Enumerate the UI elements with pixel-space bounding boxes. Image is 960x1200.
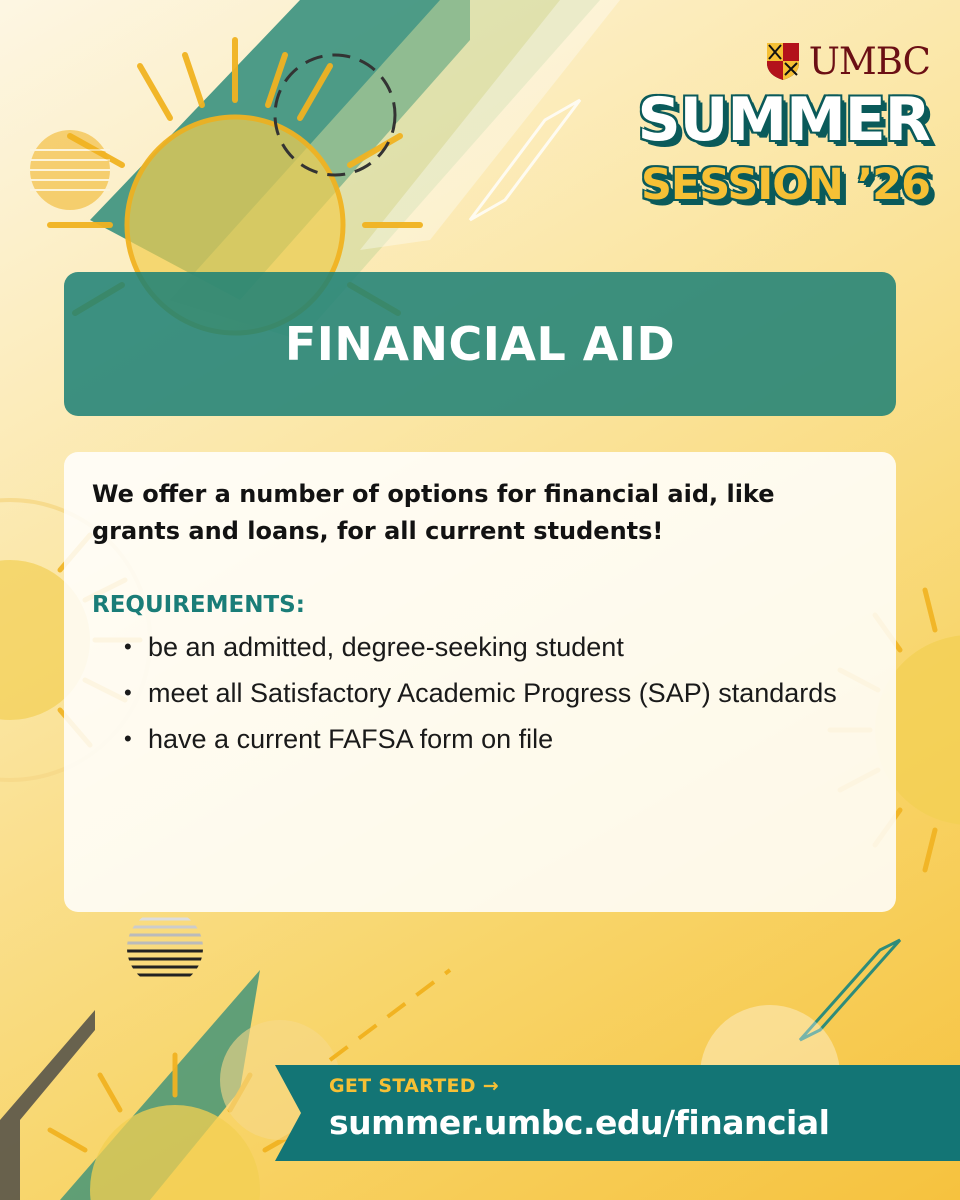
bullet-icon: • bbox=[124, 680, 132, 705]
diagonal-stripe bbox=[0, 1010, 95, 1200]
cta-ribbon[interactable] bbox=[275, 1065, 960, 1161]
page-title: FINANCIAL AID bbox=[284, 317, 676, 371]
requirement-text: have a current FAFSA form on file bbox=[148, 724, 554, 754]
list-item bbox=[124, 624, 868, 670]
umbc-logo bbox=[610, 40, 930, 82]
dashed-line bbox=[330, 970, 450, 1060]
session-title: SESSION ’26 bbox=[640, 160, 930, 210]
bullet-icon: • bbox=[124, 726, 132, 751]
cta-link[interactable]: summer.umbc.edu/financial bbox=[329, 1103, 830, 1142]
requirements-list bbox=[92, 624, 868, 762]
heading-banner bbox=[64, 272, 896, 416]
brand-block bbox=[610, 39, 930, 210]
requirement-text: meet all Satisfactory Academic Progress (SAP) standards bbox=[148, 678, 837, 708]
striped-circle bbox=[30, 130, 110, 210]
intro-text: We offer a number of options for financial aid, like grants and loans, for all current students! bbox=[92, 480, 775, 545]
summer-title: SUMMER bbox=[637, 85, 930, 155]
requirements-heading: REQUIREMENTS: bbox=[92, 592, 305, 618]
list-item bbox=[124, 716, 868, 762]
umbc-shield-icon bbox=[765, 41, 801, 81]
striped-circle bbox=[120, 919, 210, 975]
bullet-icon: • bbox=[124, 634, 132, 659]
cta-label: GET STARTED → bbox=[329, 1075, 499, 1097]
info-card bbox=[64, 452, 896, 912]
umbc-logo-text: UMBC bbox=[808, 39, 930, 83]
list-item bbox=[124, 670, 868, 716]
requirement-text: be an admitted, degree-seeking student bbox=[148, 632, 624, 662]
